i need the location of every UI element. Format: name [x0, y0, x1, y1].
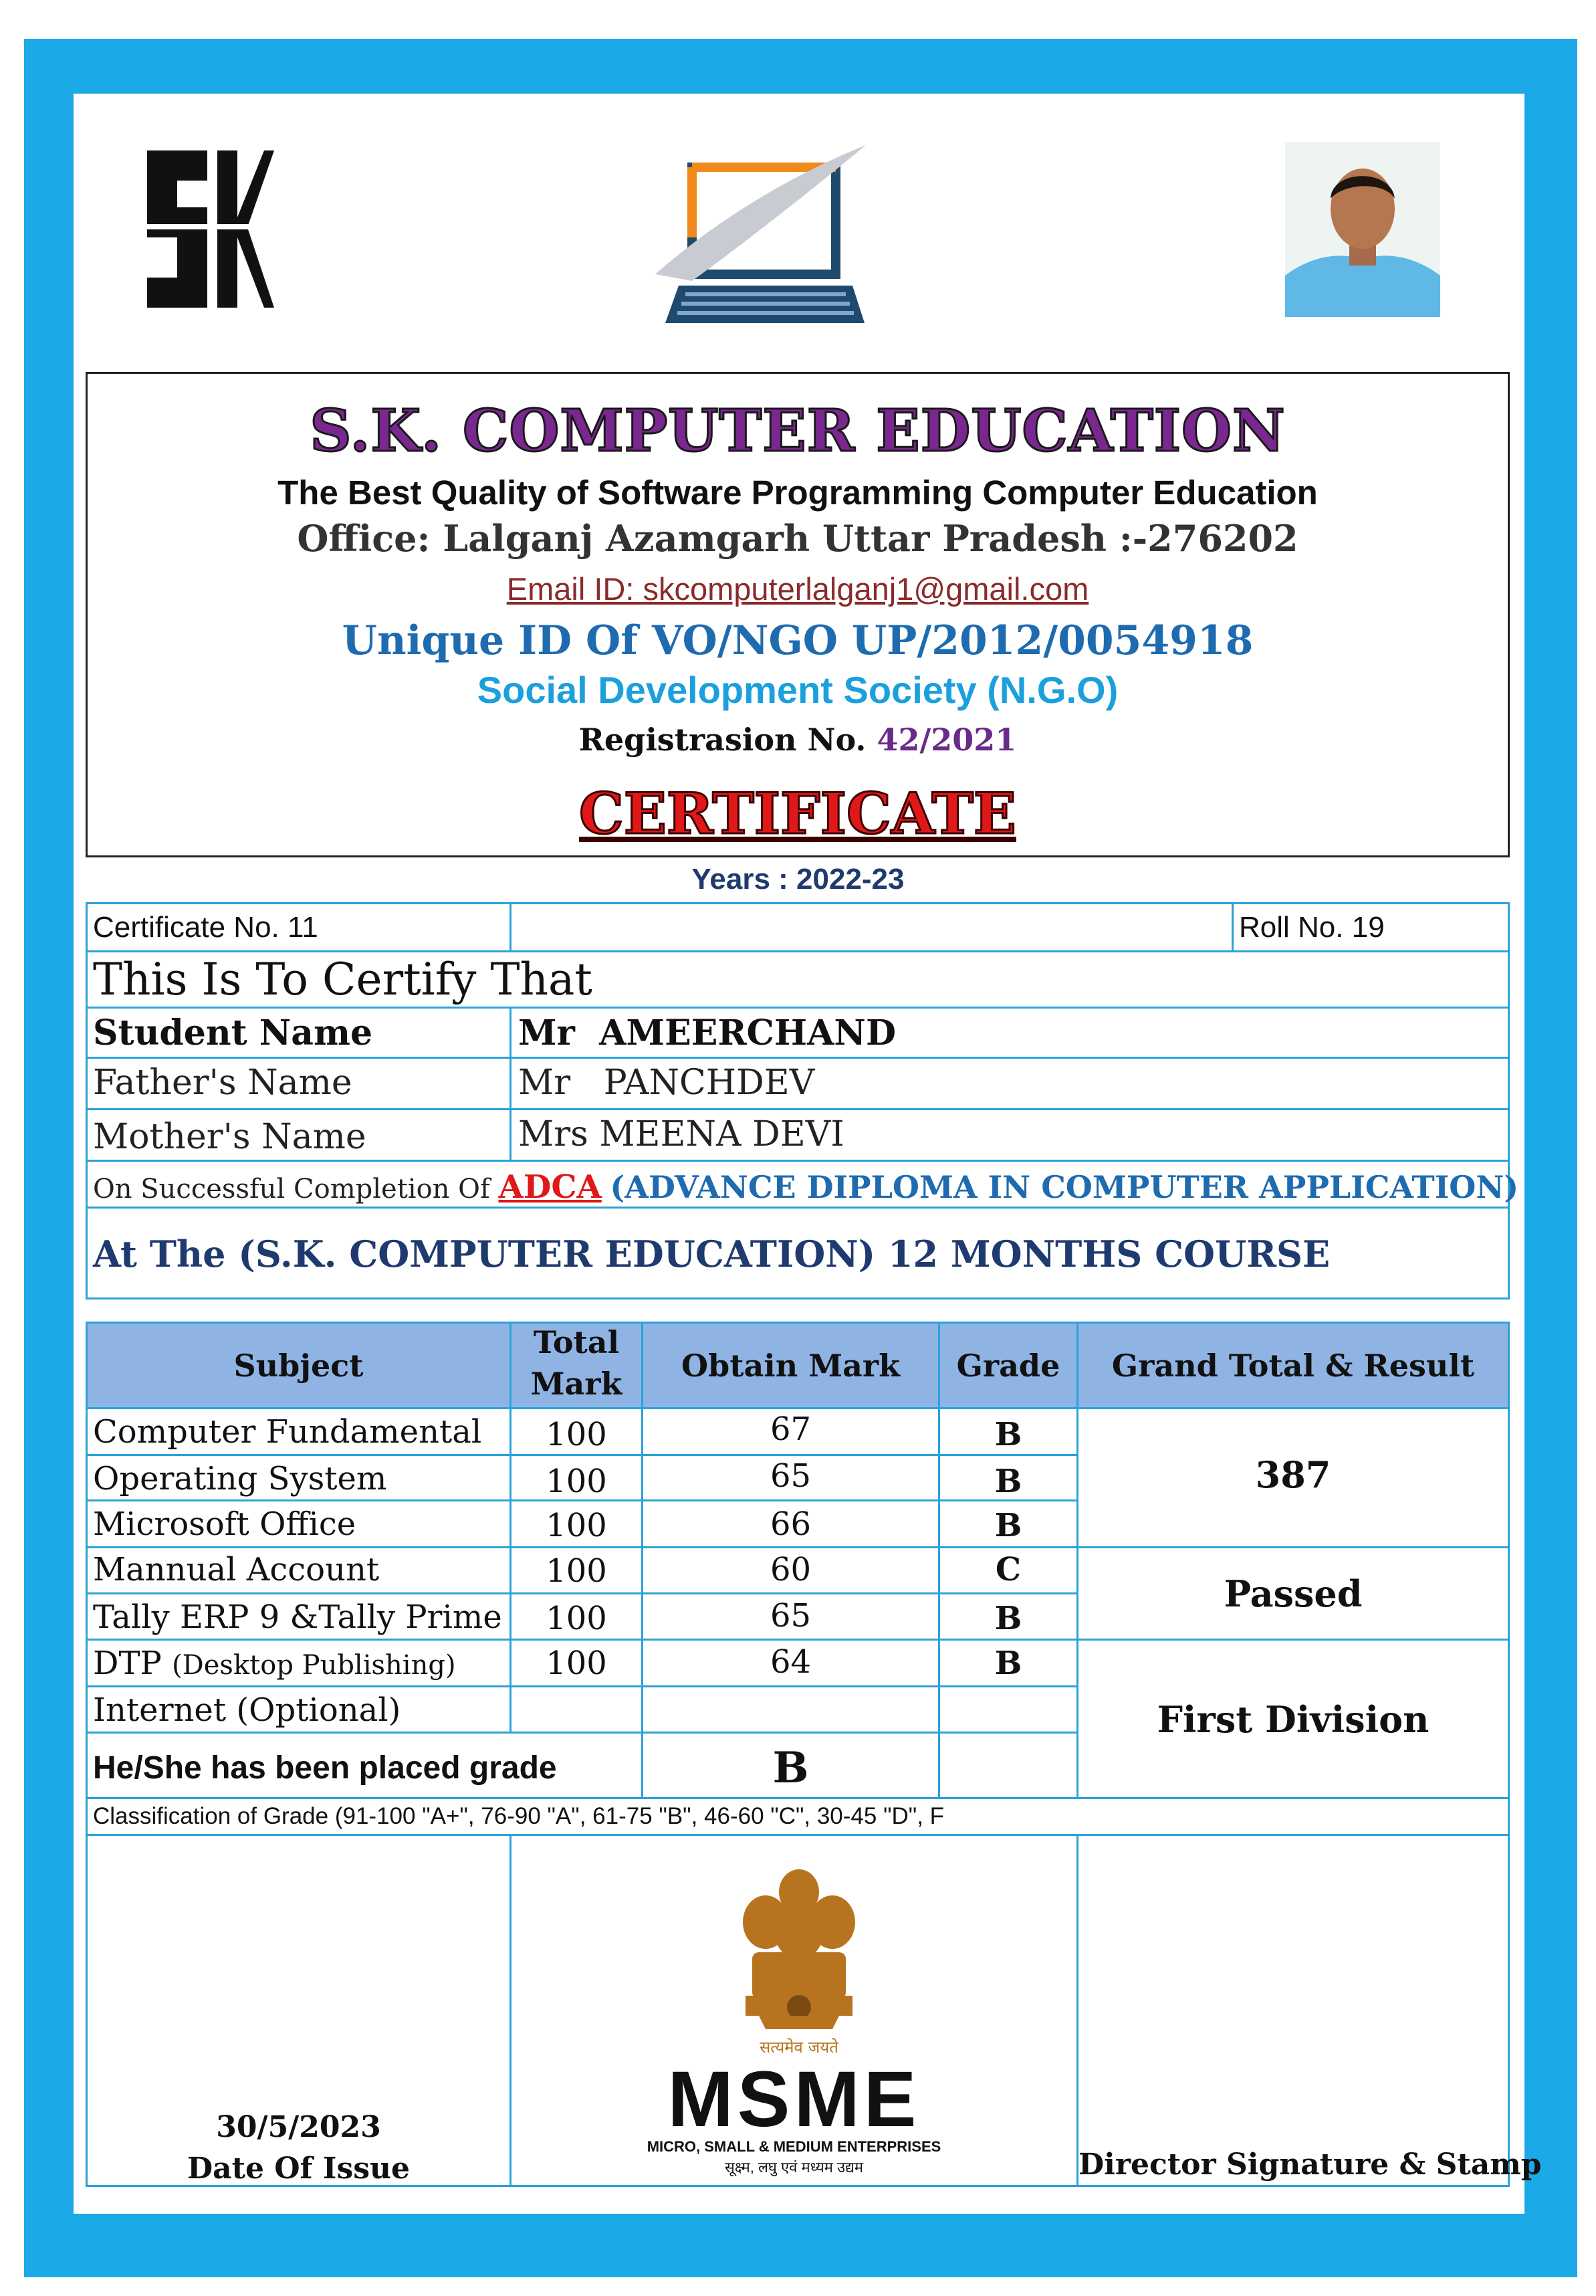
laptop-logo [652, 137, 879, 331]
table-row [86, 1685, 511, 1734]
table-row [86, 1592, 511, 1641]
grade-cell: B [994, 1463, 1022, 1500]
student-photo [1285, 142, 1440, 317]
father-label: Father's Name [93, 1063, 352, 1103]
course-code: ADCA [498, 1168, 602, 1206]
subject-name: DTP [93, 1645, 162, 1682]
total-cell: 100 [546, 1507, 607, 1544]
classification-row [86, 1797, 1510, 1836]
father-name: Mr PANCHDEV [518, 1063, 815, 1103]
certificate-title: CERTIFICATE [579, 780, 1016, 847]
header-total-line1: Total [533, 1324, 620, 1360]
header-total-line2: Mark [530, 1366, 622, 1402]
msme-tagline-english: MICRO, SMALL & MEDIUM ENTERPRISES [647, 2138, 941, 2155]
certificate-no-cell [86, 902, 511, 952]
grade-cell-box [938, 1685, 1078, 1734]
obtain-cell-box [641, 1499, 940, 1548]
emblem-cell [509, 1834, 1078, 2187]
tagline: The Best Quality of Software Programming Computer Education [277, 474, 1318, 512]
table-row [86, 1639, 511, 1687]
header-grade [938, 1322, 1078, 1409]
total-cell-box [509, 1685, 643, 1734]
obtain-cell-box [641, 1407, 940, 1456]
obtain-cell: 64 [770, 1643, 812, 1681]
certify-text: This Is To Certify That [93, 954, 592, 1005]
obtain-cell: 66 [770, 1505, 812, 1543]
msme-logo-text: MSME [667, 2055, 921, 2144]
grade-cell: C [995, 1551, 1022, 1588]
emblem-motto: सत्यमेव जयते [760, 2038, 838, 2057]
grade-cell: B [994, 1600, 1022, 1637]
total-cell: 100 [546, 1645, 607, 1682]
blank-cell [509, 902, 1234, 952]
obtain-cell-box [641, 1454, 940, 1501]
obtain-cell: 60 [770, 1551, 812, 1588]
student-name-label: Student Name [93, 1013, 373, 1053]
placed-grade-label: He/She has been placed grade [93, 1750, 557, 1786]
grade-cell: B [994, 1416, 1022, 1453]
grade-cell-box [938, 1546, 1078, 1594]
father-label-cell [86, 1057, 511, 1110]
national-emblem-icon [725, 1859, 873, 2059]
signature-cell [1076, 1834, 1542, 2187]
academic-years: Years : 2022-23 [691, 863, 905, 896]
division-cell [1076, 1639, 1510, 1799]
total-cell-box [509, 1499, 643, 1548]
header-box [86, 372, 1510, 857]
grade-cell-box [938, 1639, 1078, 1687]
student-name-label-cell [86, 1007, 511, 1059]
total-cell: 100 [546, 1463, 607, 1500]
header-grade-label: Grade [956, 1348, 1060, 1384]
grade-cell-box [938, 1592, 1078, 1641]
subject-cell: Internet (Optional) [93, 1691, 401, 1729]
placed-grade-label-cell [86, 1732, 643, 1799]
student-name: Mr AMEERCHAND [518, 1013, 897, 1053]
subject-cell [93, 1645, 456, 1682]
office-address: Office: Lalganj Azamgarh Uttar Pradesh :-276202 [297, 517, 1298, 560]
registration-label: Registrasion No. [578, 722, 867, 758]
mother-name: Mrs MEENA DEVI [518, 1114, 844, 1154]
society-name: Social Development Society (N.G.O) [477, 669, 1119, 711]
placed-grade-cell [641, 1732, 940, 1799]
total-cell: 100 [546, 1552, 607, 1590]
unique-id: Unique ID Of VO/NGO UP/2012/0054918 [342, 617, 1254, 664]
total-cell: 100 [546, 1416, 607, 1453]
grand-total: 387 [1255, 1453, 1331, 1496]
obtain-cell-box [641, 1592, 940, 1641]
institute-name: S.K. COMPUTER EDUCATION [310, 397, 1286, 465]
table-row [86, 1546, 511, 1594]
completion-prefix: On Successful Completion Of [93, 1174, 490, 1205]
table-row [86, 1407, 511, 1456]
obtain-cell-box [641, 1685, 940, 1734]
issue-date-cell [86, 1834, 511, 2187]
course-full-name: (ADVANCE DIPLOMA IN COMPUTER APPLICATION) [610, 1169, 1519, 1205]
completion-line [93, 1168, 1518, 1206]
email-address: skcomputerlalganj1@gmail.com [643, 571, 1089, 607]
subject-cell: Operating System [93, 1460, 387, 1497]
total-cell-box [509, 1407, 643, 1456]
header-result-label: Grand Total & Result [1111, 1348, 1475, 1384]
obtain-cell-box [641, 1546, 940, 1594]
certify-row [86, 950, 1510, 1009]
table-row [86, 1499, 511, 1548]
total-cell-box [509, 1639, 643, 1687]
header-obtain [641, 1322, 940, 1409]
msme-tagline-hindi: सूक्ष्म, लघु एवं मध्यम उद्यम [724, 2159, 864, 2176]
completion-row [86, 1160, 1519, 1209]
course-row [86, 1207, 1510, 1299]
grade-cell-box [938, 1407, 1078, 1456]
subject-cell: Computer Fundamental [93, 1413, 482, 1451]
mother-name-cell [509, 1108, 1510, 1162]
obtain-cell: 67 [770, 1411, 812, 1448]
grade-cell-box [938, 1454, 1078, 1501]
mother-label-cell [86, 1108, 511, 1162]
course-line: At The (S.K. COMPUTER EDUCATION) 12 MONTHS COURSE [93, 1233, 1331, 1275]
subject-cell: Tally ERP 9 &Tally Prime [93, 1598, 502, 1636]
division: First Division [1157, 1698, 1430, 1741]
grand-total-cell [1076, 1407, 1510, 1548]
father-name-cell [509, 1057, 1510, 1110]
obtain-cell: 65 [770, 1457, 812, 1495]
grade-cell: B [994, 1507, 1022, 1544]
header-total [509, 1322, 643, 1409]
header-subject [86, 1322, 511, 1409]
header-obtain-label: Obtain Mark [681, 1348, 901, 1384]
obtain-cell-box [641, 1639, 940, 1687]
subject-cell: Mannual Account [93, 1551, 380, 1588]
mother-label: Mother's Name [93, 1117, 366, 1157]
total-cell-box [509, 1592, 643, 1641]
subject-note: (Desktop Publishing) [172, 1650, 456, 1681]
table-row [86, 1454, 511, 1501]
grade-cell: B [994, 1645, 1022, 1682]
placed-grade-empty-cell [938, 1732, 1078, 1799]
email-line [88, 570, 1508, 607]
total-cell-box [509, 1546, 643, 1594]
obtain-cell: 65 [770, 1597, 812, 1635]
issue-date-label: Date Of Issue [187, 2152, 410, 2186]
total-cell: 100 [546, 1600, 607, 1637]
total-cell-box [509, 1454, 643, 1501]
roll-no-cell [1232, 902, 1510, 952]
placed-grade: B [772, 1743, 809, 1793]
header-subject-label: Subject [233, 1348, 364, 1384]
grade-cell-box [938, 1499, 1078, 1548]
signature-label: Director Signature & Stamp [1078, 2148, 1542, 2182]
result-cell [1076, 1546, 1510, 1641]
email-label: Email ID: [506, 571, 643, 607]
issue-date: 30/5/2023 [216, 2110, 381, 2144]
subject-cell: Microsoft Office [93, 1505, 356, 1543]
registration-line [88, 722, 1508, 758]
sk-logo [127, 144, 274, 314]
header-result [1076, 1322, 1510, 1409]
student-name-cell [509, 1007, 1510, 1059]
result-status: Passed [1224, 1572, 1363, 1615]
roll-no: Roll No. 19 [1239, 911, 1385, 944]
classification-text: Classification of Grade (91-100 "A+", 76-90 "A", 61-75 "B", 46-60 "C", 30-45 "D", F [93, 1803, 945, 1829]
registration-number: 42/2021 [877, 722, 1017, 758]
certificate-no: Certificate No. 11 [93, 911, 318, 944]
